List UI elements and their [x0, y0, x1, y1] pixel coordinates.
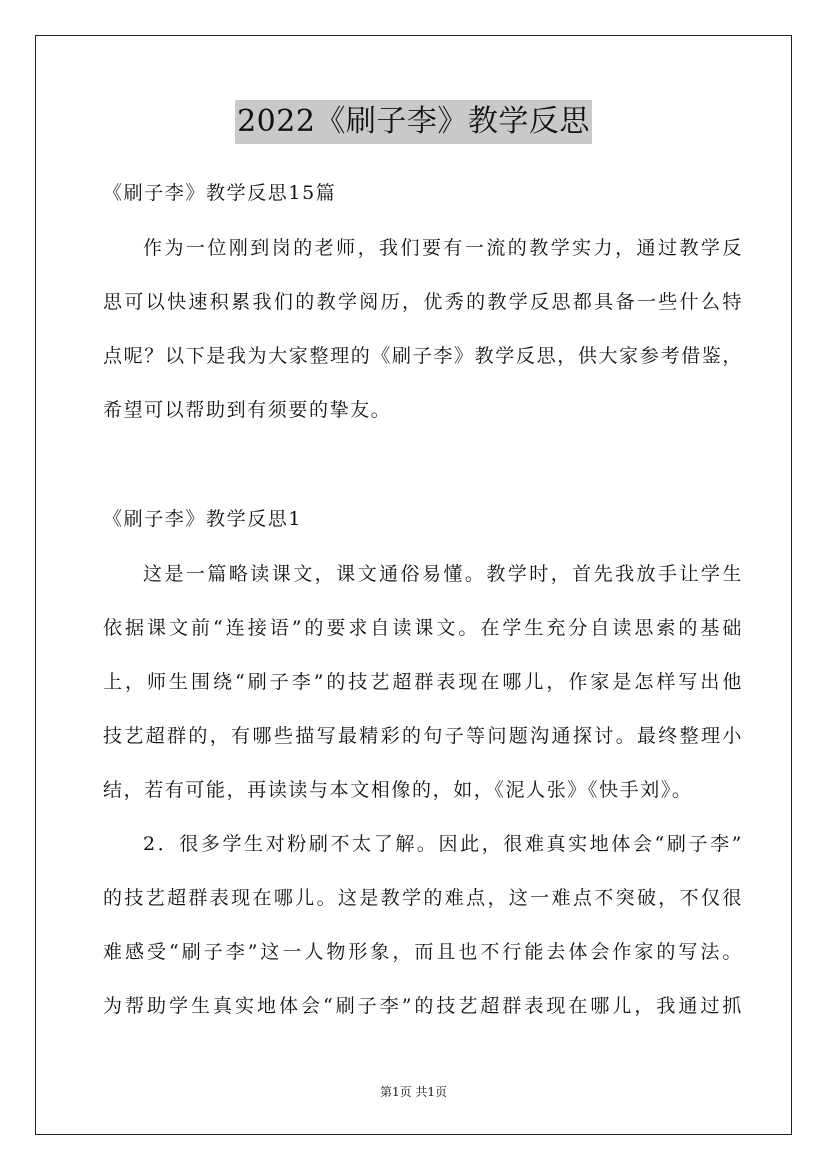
intro-line-4: 希望可以帮助到有须要的挚友。 — [103, 399, 392, 421]
body-line-7: 的技艺超群表现在哪儿。这是教学的难点，这一难点不突破，不仅很 — [103, 887, 743, 909]
body-line-4: 技艺超群的，有哪些描写最精彩的句子等问题沟通探讨。最终整理小 — [103, 725, 743, 747]
section-heading: 《刷子李》教学反思1 — [103, 508, 303, 530]
body-line-6: 2．很多学生对粉刷不太了解。因此，很难真实地体会“刷子李” — [143, 833, 743, 855]
body-line-2: 依据课文前“连接语”的要求自读课文。在学生充分自读思索的基础 — [103, 617, 743, 639]
intro-line-1: 作为一位刚到岗的老师，我们要有一流的教学实力，通过教学反 — [143, 237, 743, 259]
body-line-8: 难感受“刷子李”这一人物形象，而且也不行能去体会作家的写法。 — [103, 941, 743, 963]
body-line-5: 结，若有可能，再读读与本文相像的，如，《泥人张》《快手刘》。 — [103, 779, 693, 801]
page-footer: 第1页 共1页 — [379, 1085, 448, 1099]
body-line-9: 为帮助学生真实地体会“刷子李”的技艺超群表现在哪儿，我通过抓 — [103, 995, 743, 1017]
document-title: 2022《刷子李》教学反思 — [235, 100, 592, 144]
document-subtitle: 《刷子李》教学反思15篇 — [103, 182, 337, 204]
title-container — [0, 100, 827, 144]
intro-line-2: 思可以快速积累我们的教学阅历，优秀的教学反思都具备一些什么特 — [103, 291, 743, 313]
intro-line-3: 点呢？以下是我为大家整理的《刷子李》教学反思，供大家参考借鉴， — [103, 345, 743, 367]
body-line-3: 上，师生围绕“刷子李”的技艺超群表现在哪儿，作家是怎样写出他 — [103, 671, 743, 693]
body-line-1: 这是一篇略读课文，课文通俗易懂。教学时，首先我放手让学生 — [143, 563, 743, 585]
